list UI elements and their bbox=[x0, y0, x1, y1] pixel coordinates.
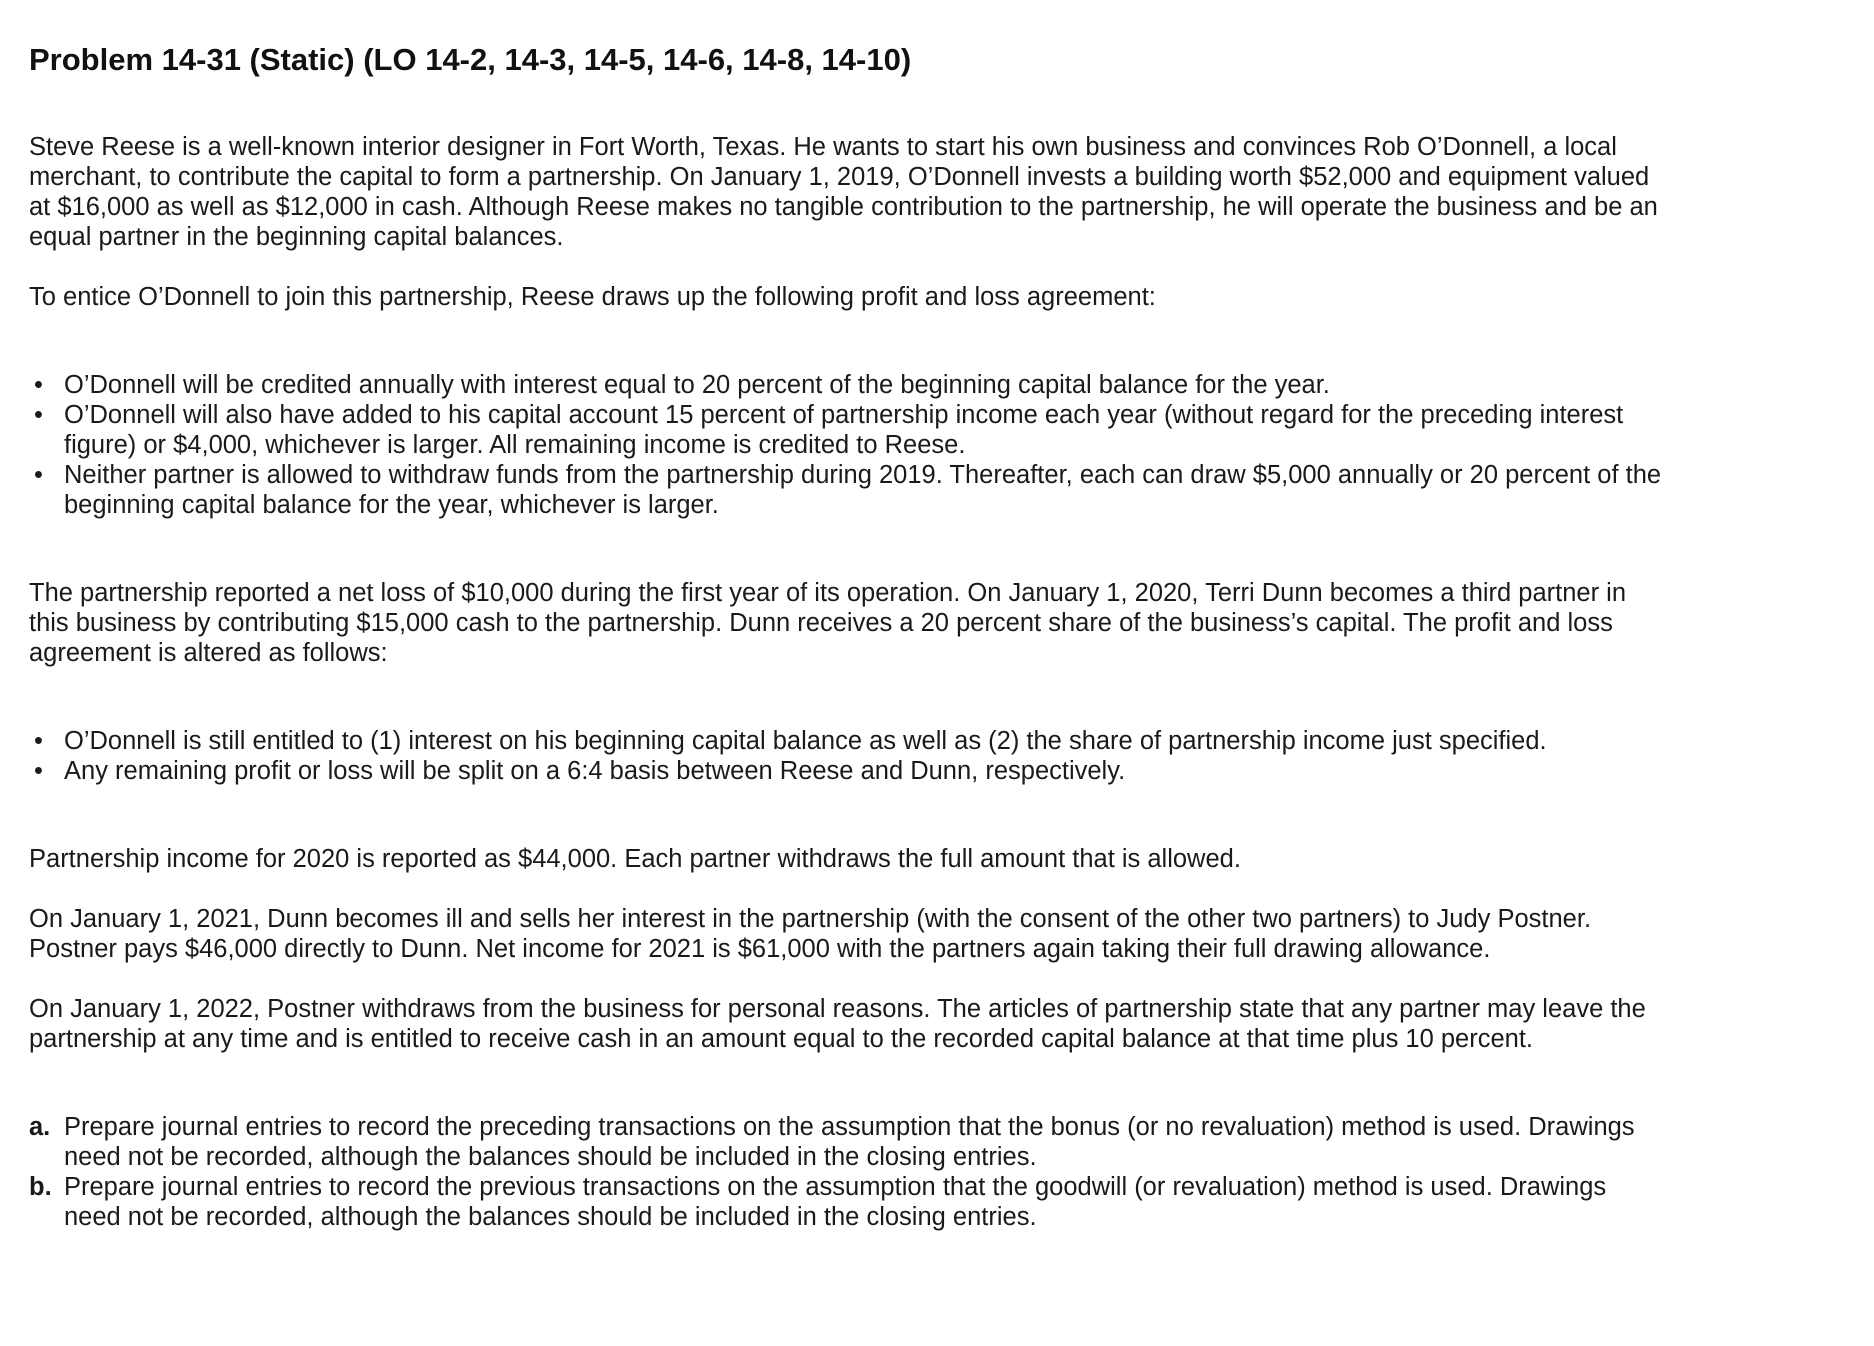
third-partner-paragraph: The partnership reported a net loss of $10,000 during the first year of its operation. On January 1, 2020, Terri Dunn becomes a third partner in this business by contributing $15,000 cash to the partnership. Dunn receives a 20 percent share of the business’s capital. The profit and loss agreement is altered as follows: bbox=[29, 579, 1627, 667]
altered-agreement-bullet-list bbox=[29, 726, 1669, 786]
task-marker: a. bbox=[29, 1113, 51, 1141]
list-item-text: O’Donnell will also have added to his capital account 15 percent of partnership income each year (without regard for the preceding interest figure) or $4,000, whichever is larger. All remaining income is credited to Reese. bbox=[64, 401, 1624, 459]
task-item-a bbox=[29, 1112, 1669, 1172]
task-item-b bbox=[29, 1172, 1669, 1232]
list-item-text: O’Donnell will be credited annually with interest equal to 20 percent of the beginning capital balance for the year. bbox=[64, 371, 1330, 399]
income-2020-paragraph: Partnership income for 2020 is reported as $44,000. Each partner withdraws the full amount that is allowed. bbox=[29, 845, 1241, 873]
task-marker: b. bbox=[29, 1173, 52, 1201]
task-text: Prepare journal entries to record the preceding transactions on the assumption that the bonus (or no revaluation) method is used. Drawings need not be recorded, although the balances should be included in the closing entries. bbox=[64, 1113, 1635, 1171]
list-item bbox=[29, 370, 1669, 400]
agreement-bullet-list bbox=[29, 370, 1669, 520]
list-item bbox=[29, 756, 1669, 786]
list-item bbox=[29, 400, 1669, 460]
bullet-icon: • bbox=[34, 371, 43, 399]
bullet-icon: • bbox=[34, 757, 43, 785]
bullet-icon: • bbox=[34, 727, 43, 755]
postner-withdrawal-paragraph: On January 1, 2022, Postner withdraws from the business for personal reasons. The articles of partnership state that any partner may leave the partnership at any time and is entitled to receive cash in an amount equal to the recorded capital balance at that time plus 10 percent. bbox=[29, 995, 1646, 1053]
intro-paragraph: Steve Reese is a well-known interior designer in Fort Worth, Texas. He wants to start his own business and convinces Rob O’Donnell, a local merchant, to contribute the capital to form a partnership. On January 1, 2019, O’Donnell invests a building worth $52,000 and equipment valued at $16,000 as well as $12,000 in cash. Although Reese makes no tangible contribution to the partnership, he will operate the business and be an equal partner in the beginning capital balances. bbox=[29, 133, 1658, 251]
page-title: Problem 14-31 (Static) (LO 14-2, 14-3, 14-5, 14-6, 14-8, 14-10) bbox=[29, 42, 912, 77]
bullet-icon: • bbox=[34, 461, 43, 489]
problem-content bbox=[29, 40, 1669, 1232]
task-list bbox=[29, 1112, 1669, 1232]
list-item bbox=[29, 726, 1669, 756]
list-item-text: O’Donnell is still entitled to (1) interest on his beginning capital balance as well as (2) the share of partnership income just specified. bbox=[64, 727, 1547, 755]
list-item bbox=[29, 460, 1669, 520]
list-item-text: Any remaining profit or loss will be split on a 6:4 basis between Reese and Dunn, respectively. bbox=[64, 757, 1126, 785]
bullet-icon: • bbox=[34, 401, 43, 429]
dunn-sale-paragraph: On January 1, 2021, Dunn becomes ill and sells her interest in the partnership (with the consent of the other two partners) to Judy Postner. Postner pays $46,000 directly to Dunn. Net income for 2021 is $61,000 with the partners again taking their full drawing allowance. bbox=[29, 905, 1592, 963]
list-item-text: Neither partner is allowed to withdraw funds from the partnership during 2019. Thereafter, each can draw $5,000 annually or 20 percent of the beginning capital balance for the year, whichever is larger. bbox=[64, 461, 1662, 519]
task-text: Prepare journal entries to record the previous transactions on the assumption that the goodwill (or revaluation) method is used. Drawings need not be recorded, although the balances should be included in the closing entries. bbox=[64, 1173, 1607, 1231]
agreement-intro-paragraph: To entice O’Donnell to join this partnership, Reese draws up the following profit and loss agreement: bbox=[29, 283, 1156, 311]
